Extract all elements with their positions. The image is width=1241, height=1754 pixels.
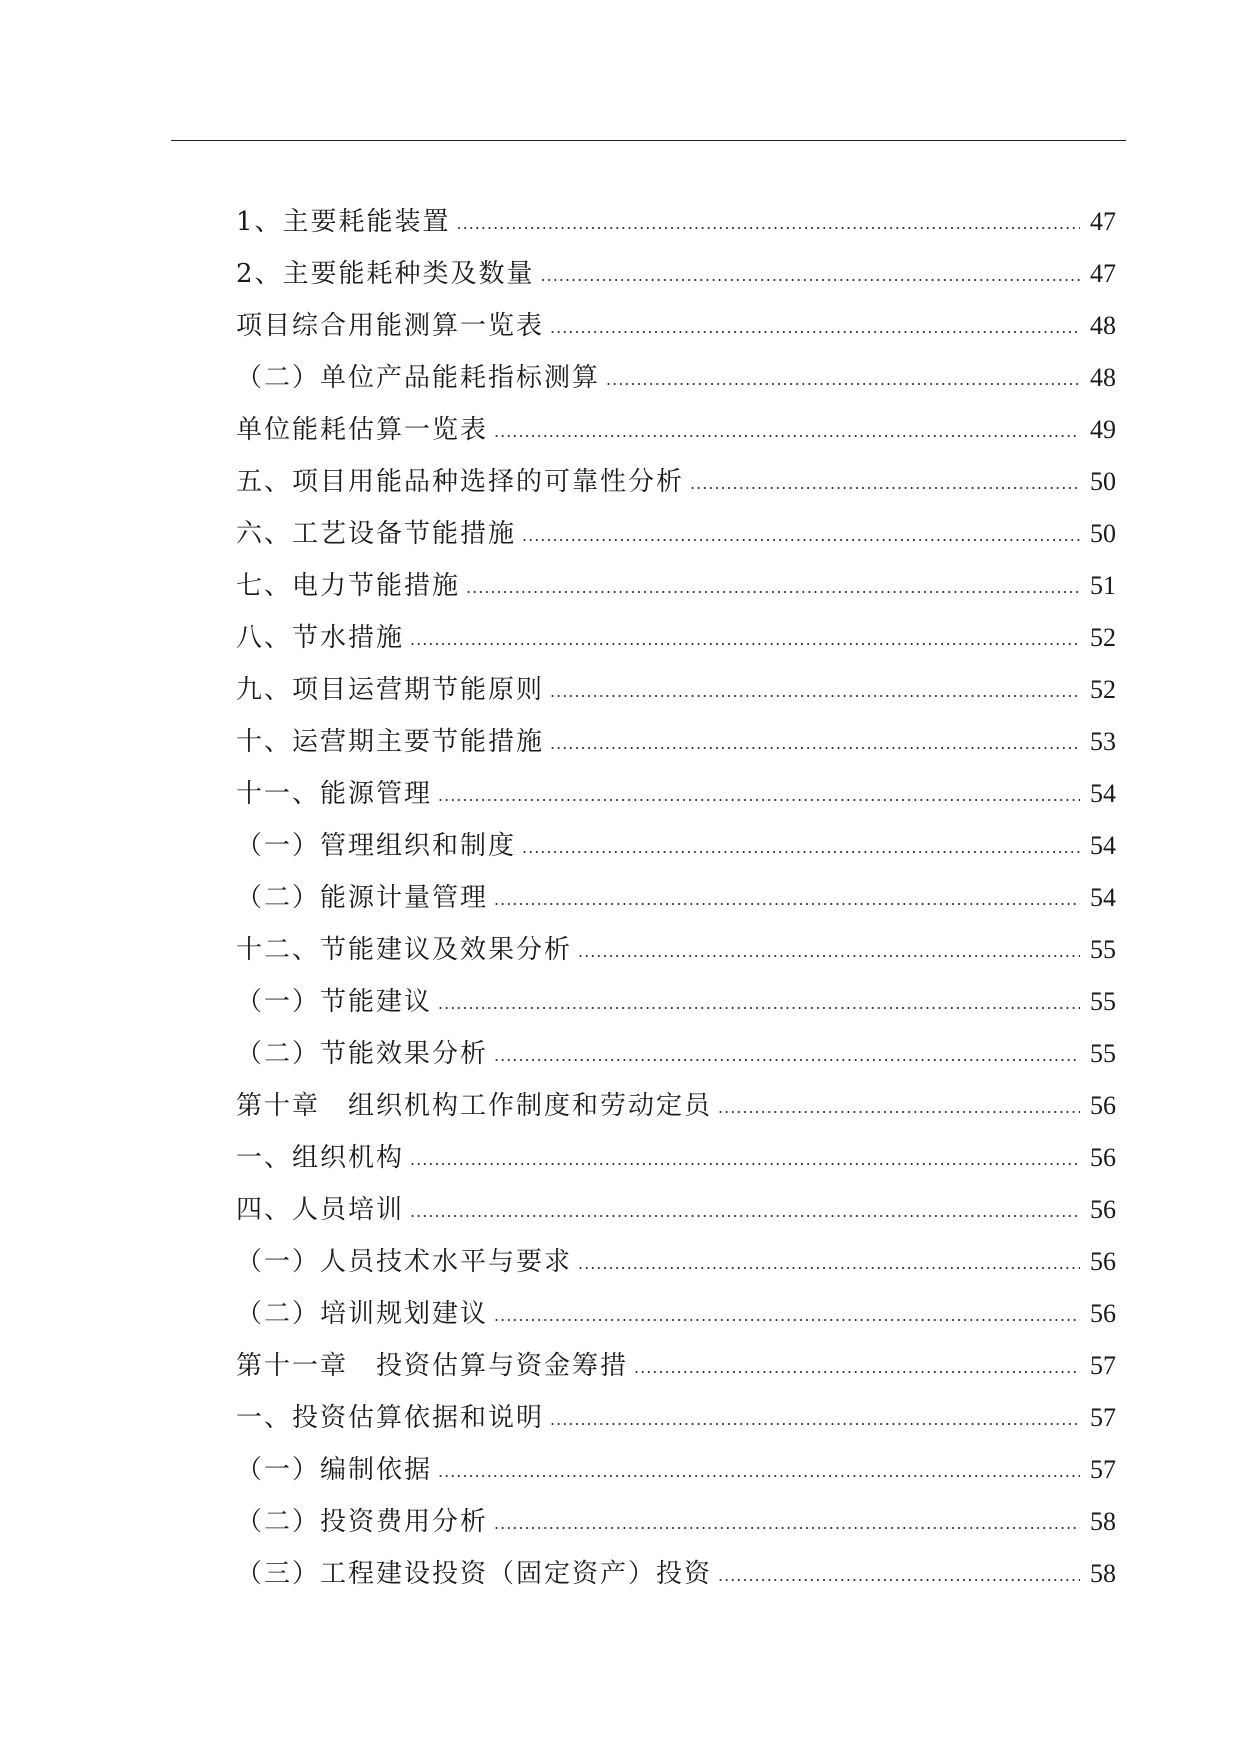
toc-dot-leader bbox=[494, 871, 1080, 926]
toc-entry-title: 一、组织机构 bbox=[236, 1143, 405, 1173]
toc-entry[interactable] bbox=[236, 1548, 1116, 1600]
toc-entry-title: （二）节能效果分析 bbox=[236, 1039, 489, 1069]
toc-entry-page-number: 50 bbox=[1090, 519, 1116, 548]
toc-entry[interactable] bbox=[236, 872, 1116, 924]
toc-dot-leader bbox=[522, 507, 1080, 562]
toc-entry-title: 单位能耗估算一览表 bbox=[236, 415, 489, 445]
toc-entry[interactable] bbox=[236, 300, 1116, 352]
toc-entry-title: 十二、节能建议及效果分析 bbox=[236, 935, 573, 965]
toc-entry-page-number: 54 bbox=[1090, 779, 1116, 808]
toc-entry-title: （二）单位产品能耗指标测算 bbox=[236, 363, 601, 393]
toc-entry-title: （一）管理组织和制度 bbox=[236, 831, 517, 861]
toc-entry-page-number: 48 bbox=[1090, 311, 1116, 340]
toc-entry[interactable] bbox=[236, 612, 1116, 664]
toc-dot-leader bbox=[438, 975, 1080, 1030]
toc-entry-page-number: 58 bbox=[1090, 1559, 1116, 1588]
toc-entry[interactable] bbox=[236, 820, 1116, 872]
toc-entry-page-number: 56 bbox=[1090, 1299, 1116, 1328]
toc-entry[interactable] bbox=[236, 768, 1116, 820]
toc-entry[interactable] bbox=[236, 1444, 1116, 1496]
toc-dot-leader bbox=[541, 247, 1080, 302]
toc-entry-title: 项目综合用能测算一览表 bbox=[236, 311, 545, 341]
toc-entry-page-number: 56 bbox=[1090, 1247, 1116, 1276]
toc-entry-page-number: 55 bbox=[1090, 1039, 1116, 1068]
toc-dot-leader bbox=[718, 1547, 1080, 1602]
toc-dot-leader bbox=[457, 195, 1080, 250]
toc-entry[interactable] bbox=[236, 976, 1116, 1028]
toc-entry-page-number: 57 bbox=[1090, 1351, 1116, 1380]
toc-entry[interactable] bbox=[236, 1340, 1116, 1392]
toc-dot-leader bbox=[438, 767, 1080, 822]
toc-entry-page-number: 56 bbox=[1090, 1195, 1116, 1224]
toc-entry-page-number: 50 bbox=[1090, 467, 1116, 496]
toc-entry-title: 2、主要能耗种类及数量 bbox=[236, 259, 535, 289]
toc-entry[interactable] bbox=[236, 1236, 1116, 1288]
toc-entry[interactable] bbox=[236, 404, 1116, 456]
toc-entry-title: （一）编制依据 bbox=[236, 1455, 433, 1485]
toc-dot-leader bbox=[718, 1079, 1080, 1134]
toc-entry-title: （二）培训规划建议 bbox=[236, 1299, 489, 1329]
toc-entry-page-number: 58 bbox=[1090, 1507, 1116, 1536]
toc-dot-leader bbox=[410, 1131, 1080, 1186]
toc-entry[interactable] bbox=[236, 1496, 1116, 1548]
toc-entry-title: （三）工程建设投资（固定资产）投资 bbox=[236, 1559, 713, 1589]
toc-dot-leader bbox=[410, 611, 1080, 666]
toc-dot-leader bbox=[550, 1391, 1080, 1446]
toc-dot-leader bbox=[438, 1443, 1080, 1498]
toc-dot-leader bbox=[494, 1495, 1080, 1550]
toc-entry-page-number: 54 bbox=[1090, 883, 1116, 912]
toc-entry-page-number: 55 bbox=[1090, 935, 1116, 964]
toc-entry[interactable] bbox=[236, 1080, 1116, 1132]
toc-entry[interactable] bbox=[236, 196, 1116, 248]
toc-entry-title: 十、运营期主要节能措施 bbox=[236, 727, 545, 757]
toc-dot-leader bbox=[410, 1183, 1080, 1238]
toc-dot-leader bbox=[494, 403, 1080, 458]
toc-dot-leader bbox=[522, 819, 1080, 874]
toc-entry-page-number: 49 bbox=[1090, 415, 1116, 444]
toc-entry-title: 四、人员培训 bbox=[236, 1195, 405, 1225]
toc-entry-title: 一、投资估算依据和说明 bbox=[236, 1403, 545, 1433]
toc-entry-title: （二）能源计量管理 bbox=[236, 883, 489, 913]
toc-entry-title: （一）人员技术水平与要求 bbox=[236, 1247, 573, 1277]
toc-entry-page-number: 47 bbox=[1090, 259, 1116, 288]
toc-entry[interactable] bbox=[236, 664, 1116, 716]
toc-entry[interactable] bbox=[236, 352, 1116, 404]
toc-dot-leader bbox=[606, 351, 1080, 406]
toc-dot-leader bbox=[550, 715, 1080, 770]
toc-dot-leader bbox=[494, 1027, 1080, 1082]
toc-entry-page-number: 56 bbox=[1090, 1091, 1116, 1120]
table-of-contents bbox=[236, 196, 1116, 1600]
toc-dot-leader bbox=[690, 455, 1080, 510]
header-rule bbox=[171, 140, 1126, 141]
toc-entry[interactable] bbox=[236, 456, 1116, 508]
toc-entry[interactable] bbox=[236, 716, 1116, 768]
toc-entry-title: 1、主要耗能装置 bbox=[236, 207, 451, 237]
toc-entry-title: 十一、能源管理 bbox=[236, 779, 433, 809]
toc-entry-title: 五、项目用能品种选择的可靠性分析 bbox=[236, 467, 685, 497]
toc-entry-page-number: 52 bbox=[1090, 623, 1116, 652]
toc-entry[interactable] bbox=[236, 1028, 1116, 1080]
toc-entry-page-number: 51 bbox=[1090, 571, 1116, 600]
toc-entry[interactable] bbox=[236, 1288, 1116, 1340]
toc-entry-title: 六、工艺设备节能措施 bbox=[236, 519, 517, 549]
toc-dot-leader bbox=[634, 1339, 1080, 1394]
toc-dot-leader bbox=[550, 663, 1080, 718]
toc-dot-leader bbox=[578, 1235, 1080, 1290]
toc-dot-leader bbox=[466, 559, 1080, 614]
toc-entry-page-number: 56 bbox=[1090, 1143, 1116, 1172]
toc-entry-title: 第十章 组织机构工作制度和劳动定员 bbox=[236, 1091, 713, 1121]
toc-entry[interactable] bbox=[236, 924, 1116, 976]
toc-entry-title: 第十一章 投资估算与资金筹措 bbox=[236, 1351, 629, 1381]
toc-entry[interactable] bbox=[236, 248, 1116, 300]
toc-entry-page-number: 54 bbox=[1090, 831, 1116, 860]
toc-entry-page-number: 55 bbox=[1090, 987, 1116, 1016]
toc-entry-page-number: 48 bbox=[1090, 363, 1116, 392]
toc-entry[interactable] bbox=[236, 1132, 1116, 1184]
toc-dot-leader bbox=[578, 923, 1080, 978]
toc-entry-title: 七、电力节能措施 bbox=[236, 571, 461, 601]
toc-entry-title: 九、项目运营期节能原则 bbox=[236, 675, 545, 705]
toc-entry[interactable] bbox=[236, 1184, 1116, 1236]
toc-entry-page-number: 57 bbox=[1090, 1455, 1116, 1484]
toc-entry-title: （二）投资费用分析 bbox=[236, 1507, 489, 1537]
toc-entry-page-number: 47 bbox=[1090, 207, 1116, 236]
toc-entry-title: 八、节水措施 bbox=[236, 623, 405, 653]
toc-dot-leader bbox=[550, 299, 1080, 354]
toc-entry[interactable] bbox=[236, 508, 1116, 560]
toc-entry-page-number: 52 bbox=[1090, 675, 1116, 704]
toc-entry-page-number: 53 bbox=[1090, 727, 1116, 756]
toc-entry[interactable] bbox=[236, 1392, 1116, 1444]
toc-entry-page-number: 57 bbox=[1090, 1403, 1116, 1432]
toc-entry[interactable] bbox=[236, 560, 1116, 612]
toc-dot-leader bbox=[494, 1287, 1080, 1342]
toc-entry-title: （一）节能建议 bbox=[236, 987, 433, 1017]
